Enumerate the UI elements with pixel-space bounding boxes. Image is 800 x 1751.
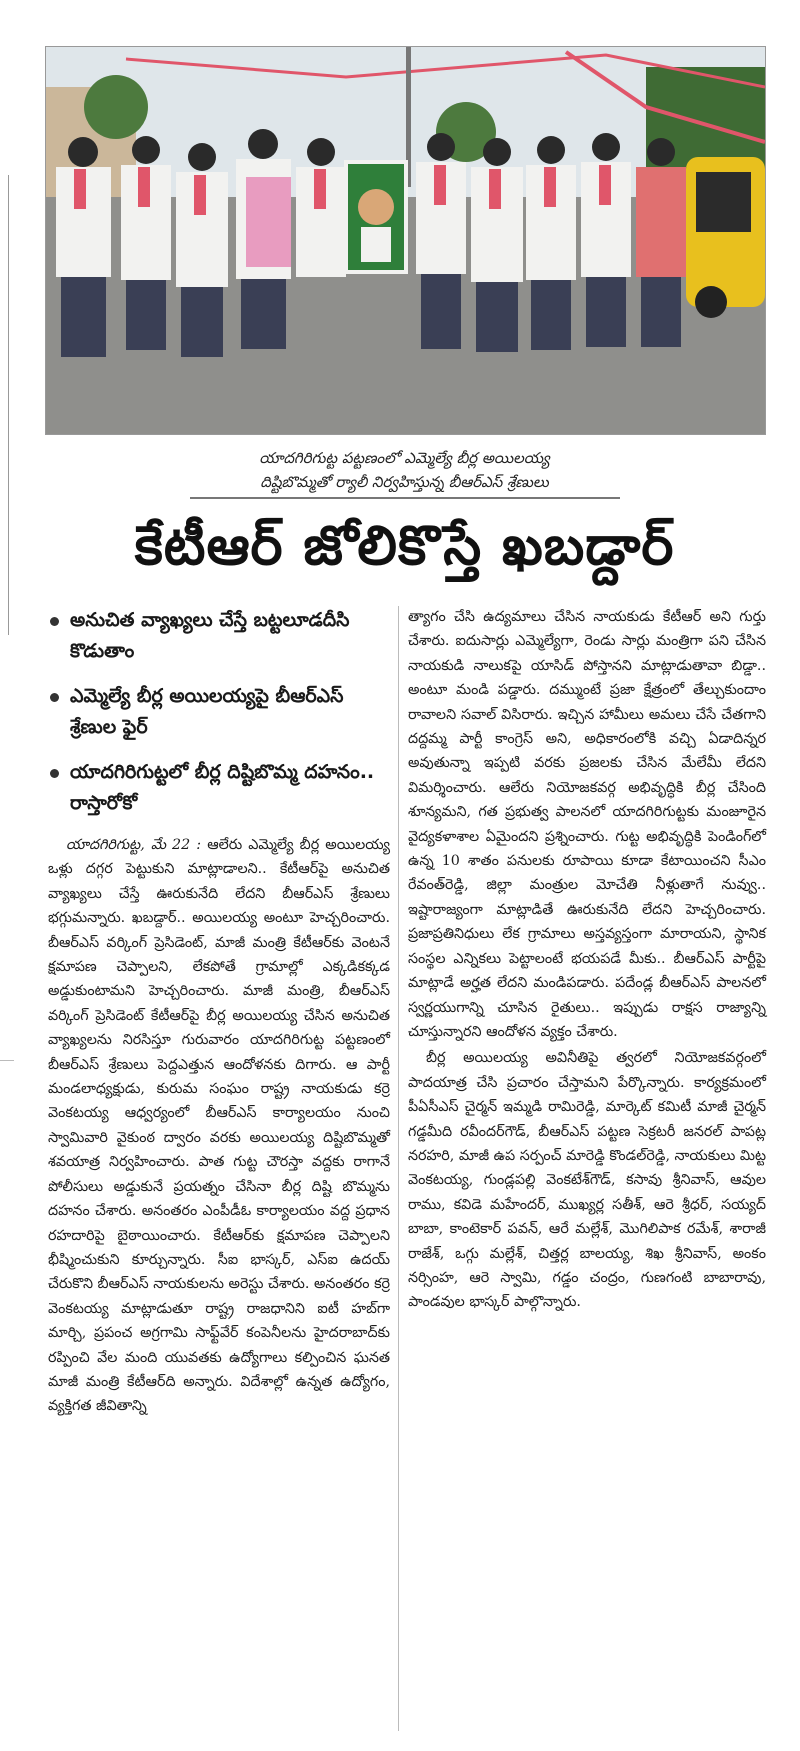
bullet-dot-icon xyxy=(50,617,59,626)
highlight-bullets xyxy=(48,605,390,819)
caption-line-2: దిష్టిబొమ్మతో ర్యాలీ నిర్వహిస్తున్న బీఆర్ఎస్ శ్రేణులు xyxy=(260,473,549,491)
rally-photo xyxy=(45,46,766,435)
left-column xyxy=(48,605,390,1419)
caption-line-1: యాదగిరిగుట్ట పట్టణంలో ఎమ్మెల్యే బీర్ల అయిలయ్య xyxy=(259,449,550,467)
bullet-item xyxy=(48,757,390,819)
headline: కేటీఆర్ జోలికొస్తే ఖబడ్దార్ xyxy=(134,514,675,577)
rally-photo-illustration xyxy=(46,47,765,434)
dateline: యాదగిరిగుట్ట, మే 22 : xyxy=(66,837,202,853)
right-column xyxy=(408,605,766,1315)
photo-caption xyxy=(45,446,764,499)
column-divider xyxy=(398,606,399,1731)
page-edge-tick xyxy=(0,1060,14,1061)
bullet-dot-icon xyxy=(50,769,59,778)
article-body-right-1: త్యాగం చేసి ఉద్యమాలు చేసిన నాయకుడు కేటీఆర్ అని గుర్తు చేశారు. ఐదుసార్లు ఎమ్మెల్యేగా, రెండు సార్లు మంత్రిగా పని చేసిన నాయకుడి నాలుకపై యాసిడ్ పోస్తానని మాట్లాడుతావా బిడ్డా.. అంటూ మండి పడ్డారు. దమ్ముంటే ప్రజా క్షేత్రంలో తేల్చుకుందాం రావాలని సవాల్ విసిరారు. ఇచ్చిన హామీలు అమలు చేసే చేతగాని దద్దమ్మ పార్టీ కాంగ్రెస్ అని, అధికారంలోకి వచ్చి ఏడాదిన్నర అవుతున్నా ఇప్పటి వరకు ప్రజలకు చేసిన మేలేమీ లేదని విమర్శించారు. ఆలేరు నియోజకవర్గ అభివృద్ధికి బీర్ల చేసింది శూన్యమని, గత ప్రభుత్వ పాలనలో యాదగిరిగుట్టకు మంజూరైన వైద్యకళాశాల ఏమైందని ప్రశ్నించారు. గుట్ట అభివృద్ధికి పెండింగ్‌లో ఉన్న 10 శాతం పనులకు రూపాయి కూడా కేటాయించని సీఎం రేవంత్‌రెడ్డి, జిల్లా మంత్రుల మోచేతి నీళ్లుతాగే నువ్వు.. ఇష్టారాజ్యంగా మాట్లాడితే ఊరుకునేది లేదని హెచ్చరించారు. ప్రజాప్రతినిధులు లేక గ్రామాలు అస్తవ్యస్తంగా మారాయని, స్థానిక సంస్థల ఎన్నికలు పెట్టాలంటే భయపడే మీకు.. బీఆర్ఎస్ పార్టీపై మాట్లాడే అర్హత లేదని మండిపడారు. పదేండ్ల బీఆర్ఎస్ పాలనలో స్వర్ణయుగాన్ని చూసిన రైతులు.. ఇప్పుడు రాక్షస రాజ్యాన్ని చూస్తున్నారని ఆందోళన వ్యక్తం చేశారు. xyxy=(408,609,766,1040)
article-body-right-2: బీర్ల అయిలయ్య అవినీతిపై త్వరలో నియోజకవర్గంలో పాదయాత్ర చేసి ప్రచారం చేస్తామని పేర్కొన్నారు. కార్యక్రమంలో పీఏసీఎస్ చైర్మన్ ఇమ్మడి రామిరెడ్డి, మార్కెట్ కమిటీ మాజీ చైర్మన్ గడ్డమీది రవీందర్‌గౌడ్, బీఆర్ఎస్ పట్టణ సెక్రటరీ జనరల్ పాపట్ల నరహరి, మాజీ ఉప సర్పంచ్ మారెడ్డి కొండల్‌రెడ్డి, నాయకులు మిట్ట వెంకటయ్య, గుండ్లపల్లి వెంకటేశ్‌గౌడ్, కసావు శ్రీనివాస్, ఆవుల రాము, కవిడె మహేందర్, ముఖ్యర్ల సతీశ్, ఆరె శ్రీధర్, సయ్యద్ బాబా, కాంటెకార్ పవన్, ఆరే మల్లేశ్, మొగిలిపాక రమేశ్, శారాజీ రాజేశ్, ఒగ్గు మల్లేశ్, చిత్తర్ల బాలయ్య, శిఖ శ్రీనివాస్, అంకం నర్సింహ, ఆరె స్వామి, గడ్డం చంద్రం, గుణగంటి బాబారావు, పాండవుల భాస్కర్ పాల్గొన్నారు. xyxy=(408,1050,766,1311)
bullet-dot-icon xyxy=(50,693,59,702)
bullet-item xyxy=(48,681,390,743)
bullet-text: అనుచిత వ్యాఖ్యలు చేస్తే బట్టలూడదీసి కొడుతాం xyxy=(70,609,350,662)
bullet-text: యాదగిరిగుట్టలో బీర్ల దిష్టిబొమ్మ దహనం.. రాస్తారోకో xyxy=(70,761,375,814)
bullet-text: ఎమ్మెల్యే బీర్ల అయిలయ్యపై బీఆర్ఎస్ శ్రేణుల ఫైర్ xyxy=(70,685,344,738)
caption-underline xyxy=(190,497,620,499)
article-body-left xyxy=(48,833,390,1419)
article-left-text: ఆలేరు ఎమ్మెల్యే బీర్ల అయిలయ్య ఒళ్లు దగ్గర పెట్టుకుని మాట్లాడాలని.. కేటీఆర్‌పై అనుచిత వ్యాఖ్యలు చేస్తే ఊరుకునేది లేదని బీఆర్ఎస్ శ్రేణులు భగ్గుమన్నారు. ఖబడ్దార్.. అయిలయ్య అంటూ హెచ్చరించారు. బీఆర్ఎస్ వర్కింగ్ ప్రెసిడెంట్, మాజీ మంత్రి కేటీఆర్‌కు వెంటనే క్షమాపణ చెప్పాలని, లేకపోతే గ్రామాల్లో ఎక్కడికక్కడ అడ్డుకుంటామని హెచ్చరించారు. మాజీ మంత్రి, బీఆర్ఎస్ వర్కింగ్ ప్రెసిడెంట్ కేటీఆర్‌పై బీర్ల అయిలయ్య చేసిన అనుచిత వ్యాఖ్యలను నిరసిస్తూ గురువారం యాదగిరిగుట్ట పట్టణంలో బీఆర్ఎస్ శ్రేణులు పెద్దఎత్తున ఆందోళనకు దిగారు. ఆ పార్టీ మండలాధ్యక్షుడు, కురుమ సంఘం రాష్ట్ర నాయకుడు కర్రె వెంకటయ్య ఆధ్వర్యంలో బీఆర్ఎస్ కార్యాలయం నుంచి స్వామివారి వైకుంఠ ద్వారం వరకు అయిలయ్య దిష్టిబొమ్మతో శవయాత్ర నిర్వహించారు. పాత గుట్ట చౌరస్తా వద్దకు రాగానే పోలీసులు అడ్డుకునే ప్రయత్నం చేసినా బీర్ల దిష్టి బొమ్మను దహనం చేశారు. అనంతరం ఎంపీడీఓ కార్యాలయం వద్ద ప్రధాన రహదారిపై బైఠాయించారు. కేటీఆర్‌కు క్షమాపణ చెప్పాలని భీష్మించుకుని కూర్చున్నారు. సీఐ భాస్కర్, ఎస్ఐ ఉదయ్ చేరుకొని బీఆర్ఎస్ నాయకులను అరెస్టు చేశారు. అనంతరం కర్రె వెంకటయ్య మాట్లాడుతూ రాష్ట్ర రాజధానిని ఐటీ హబ్‌గా మార్చి, ప్రపంచ అగ్రగామి సాఫ్ట్‌వేర్ కంపెనీలను హైదరాబాద్‌కు రప్పించి వేల మంది యువతకు ఉద్యోగాలు కల్పించిన ఘనత మాజీ మంత్రి కేటీఆర్‌ది అన్నారు. విదేశాల్లో ఉన్నత ఉద్యోగం, వ్యక్తిగత జీవితాన్ని xyxy=(48,837,391,1415)
page-edge-mark xyxy=(8,175,9,635)
bullet-item xyxy=(48,605,390,667)
